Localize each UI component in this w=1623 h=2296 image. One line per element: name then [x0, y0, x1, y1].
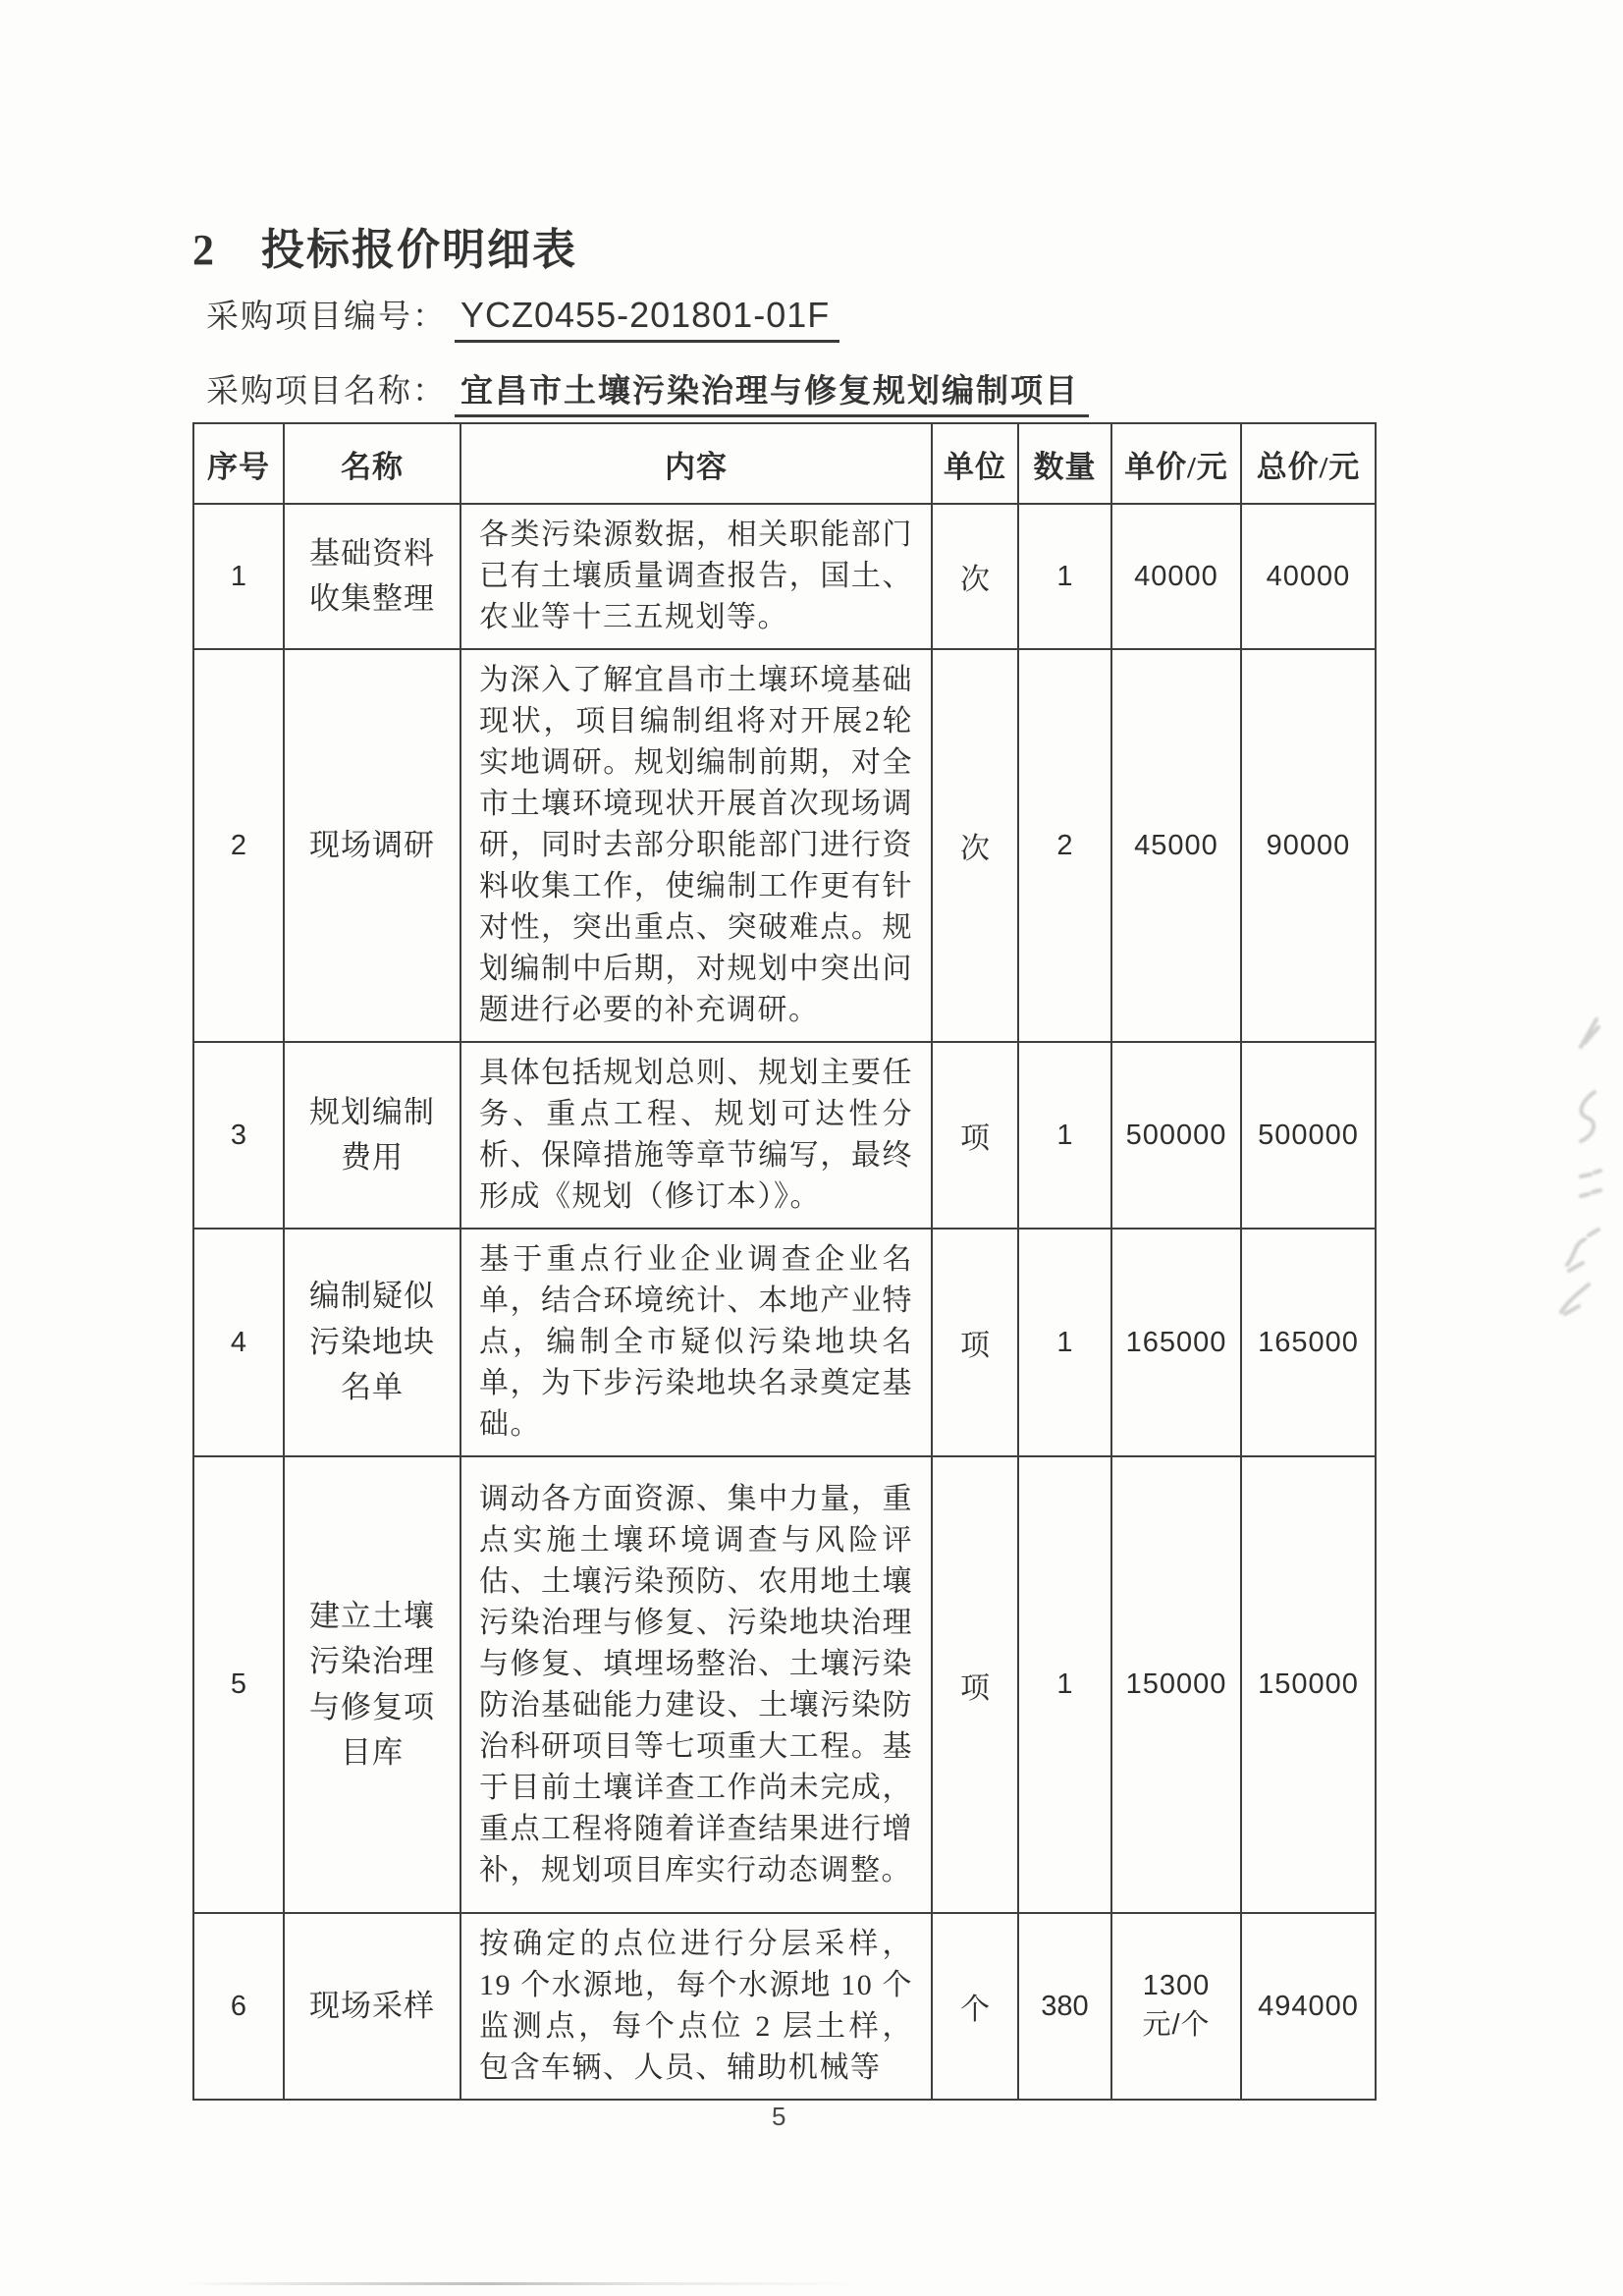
project-name-label: 采购项目名称：: [206, 374, 447, 410]
cell-name: 现场调研: [284, 649, 460, 1042]
header-total-price: 总价/元: [1241, 423, 1376, 504]
cell-content: 各类污染源数据，相关职能部门已有土壤质量调查报告，国土、农业等十三五规划等。: [460, 504, 932, 649]
cell-qty: 1: [1018, 1229, 1111, 1456]
cell-qty: 1: [1018, 1042, 1111, 1229]
cell-total-price: 165000: [1241, 1229, 1376, 1456]
ink-bleed-mark: [1575, 1013, 1604, 1053]
header-unit-price: 单价/元: [1111, 423, 1241, 504]
cell-name: 规划编制费用: [284, 1042, 460, 1229]
header-content: 内容: [460, 423, 932, 504]
header-no: 序号: [193, 423, 284, 504]
cell-unit-price: 500000: [1111, 1042, 1241, 1229]
ink-bleed-mark: [1557, 1279, 1593, 1318]
table-header-row: [193, 423, 1376, 504]
ink-bleed-mark: [1577, 1167, 1604, 1210]
cell-total-price: 150000: [1241, 1456, 1376, 1913]
cell-no: 5: [193, 1456, 284, 1913]
cell-unit-price: 1300 元/个: [1111, 1913, 1241, 2100]
cell-no: 3: [193, 1042, 284, 1229]
cell-qty: 1: [1018, 1456, 1111, 1913]
cell-unit-price: 45000: [1111, 649, 1241, 1042]
cell-no: 6: [193, 1913, 284, 2100]
ink-bleed-mark: [1563, 1226, 1602, 1275]
cell-unit: 次: [932, 504, 1018, 649]
cell-unit: 项: [932, 1456, 1018, 1913]
header-name: 名称: [284, 423, 460, 504]
table-row: [193, 649, 1376, 1042]
cell-content: 基于重点行业企业调查企业名单，结合环境统计、本地产业特点，编制全市疑似污染地块名单，为下步污染地块名录奠定基础。: [460, 1229, 932, 1456]
cell-no: 1: [193, 504, 284, 649]
table-row: [193, 1456, 1376, 1913]
cell-total-price: 90000: [1241, 649, 1376, 1042]
header-qty: 数量: [1018, 423, 1111, 504]
project-name-value: 宜昌市土壤污染治理与修复规划编制项目: [455, 374, 1089, 417]
cell-unit: 个: [932, 1913, 1018, 2100]
cell-content: 为深入了解宜昌市土壤环境基础现状，项目编制组将对开展2轮实地调研。规划编制前期，对全市土壤环境现状开展首次现场调研，同时去部分职能部门进行资料收集工作，使编制工作更有针对性，突出重点、突破难点。规划编制中后期，对规划中突出问题进行必要的补充调研。: [460, 649, 932, 1042]
cell-qty: 1: [1018, 504, 1111, 649]
cell-name: 基础资料收集整理: [284, 504, 460, 649]
cell-unit-price: 40000: [1111, 504, 1241, 649]
ink-bleed-mark: [1571, 1088, 1604, 1147]
cell-name: 建立土壤污染治理与修复项目库: [284, 1456, 460, 1913]
cell-unit: 项: [932, 1042, 1018, 1229]
scan-edge-artifact: [182, 2282, 859, 2285]
cell-unit-price: 165000: [1111, 1229, 1241, 1456]
header-unit: 单位: [932, 423, 1018, 504]
table-row: [193, 1913, 1376, 2100]
cell-total-price: 500000: [1241, 1042, 1376, 1229]
cell-unit: 次: [932, 649, 1018, 1042]
cell-qty: 2: [1018, 649, 1111, 1042]
cell-unit-price: 150000: [1111, 1456, 1241, 1913]
project-number-label: 采购项目编号：: [206, 300, 447, 335]
section-number: 2: [192, 226, 216, 274]
page-title: [192, 214, 577, 277]
cell-name: 现场采样: [284, 1913, 460, 2100]
project-number-value: YCZ0455-201801-01F: [455, 295, 839, 343]
cell-total-price: 494000: [1241, 1913, 1376, 2100]
page-number: 5: [772, 2102, 786, 2131]
bid-price-table: [192, 422, 1377, 2101]
project-number-line: [206, 291, 839, 337]
project-name-line: [206, 365, 1089, 411]
table-row: [193, 1042, 1376, 1229]
table-row: [193, 1229, 1376, 1456]
cell-total-price: 40000: [1241, 504, 1376, 649]
cell-content: 具体包括规划总则、规划主要任务、重点工程、规划可达性分析、保障措施等章节编写，最终形成《规划（修订本）》。: [460, 1042, 932, 1229]
cell-no: 2: [193, 649, 284, 1042]
table-row: [193, 504, 1376, 649]
cell-qty: 380: [1018, 1913, 1111, 2100]
cell-name: 编制疑似污染地块名单: [284, 1229, 460, 1456]
cell-content: 按确定的点位进行分层采样，19 个水源地，每个水源地 10 个监测点，每个点位 2 层土样，包含车辆、人员、辅助机械等: [460, 1913, 932, 2100]
cell-content: 调动各方面资源、集中力量，重点实施土壤环境调查与风险评估、土壤污染预防、农用地土壤污染治理与修复、污染地块治理与修复、填埋场整治、土壤污染防治基础能力建设、土壤污染防治科研项目等七项重大工程。基于目前土壤详查工作尚未完成，重点工程将随着详查结果进行增补，规划项目库实行动态调整。: [460, 1456, 932, 1913]
cell-no: 4: [193, 1229, 284, 1456]
section-title-text: 投标报价明细表: [261, 226, 577, 274]
cell-unit: 项: [932, 1229, 1018, 1456]
